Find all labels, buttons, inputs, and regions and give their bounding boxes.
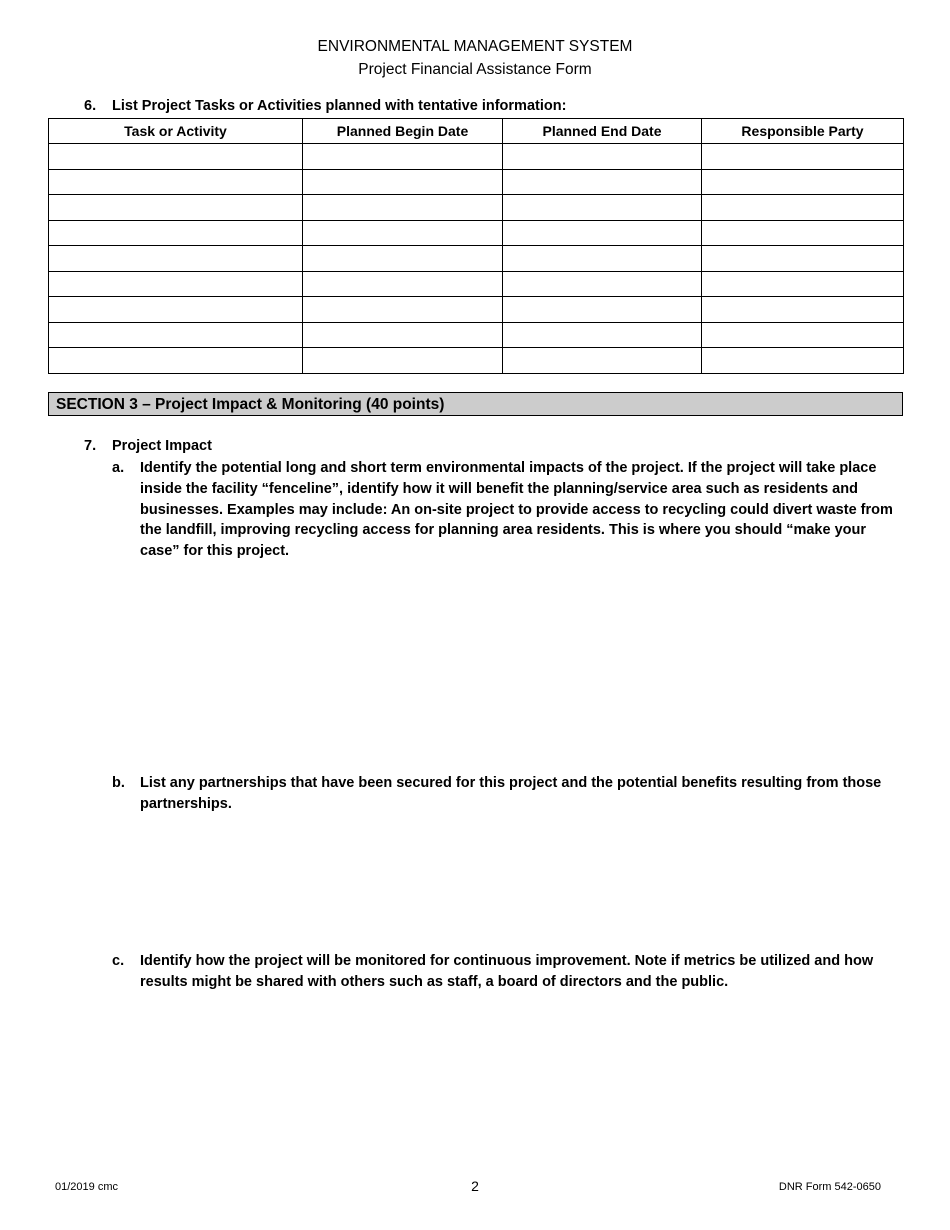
table-row xyxy=(49,169,904,195)
begin-date-cell[interactable] xyxy=(303,297,503,323)
end-date-cell[interactable] xyxy=(503,169,702,195)
table-row xyxy=(49,195,904,221)
column-header-begin-date: Planned Begin Date xyxy=(303,119,503,144)
table-row xyxy=(49,220,904,246)
begin-date-cell[interactable] xyxy=(303,169,503,195)
column-header-end-date: Planned End Date xyxy=(503,119,702,144)
table-row xyxy=(49,271,904,297)
begin-date-cell[interactable] xyxy=(303,322,503,348)
task-cell[interactable] xyxy=(49,169,303,195)
responsible-party-cell[interactable] xyxy=(702,195,904,221)
question-7b-letter: b. xyxy=(112,775,125,791)
end-date-cell[interactable] xyxy=(503,246,702,272)
header-subtitle: Project Financial Assistance Form xyxy=(358,61,592,78)
end-date-cell[interactable] xyxy=(503,195,702,221)
question-6-text: List Project Tasks or Activities planned with tentative information: xyxy=(112,98,567,114)
question-7a xyxy=(112,458,897,562)
header-title: ENVIRONMENTAL MANAGEMENT SYSTEM xyxy=(317,38,633,55)
responsible-party-cell[interactable] xyxy=(702,322,904,348)
question-6 xyxy=(84,98,566,114)
end-date-cell[interactable] xyxy=(503,144,702,170)
table-row xyxy=(49,322,904,348)
table-row xyxy=(49,297,904,323)
begin-date-cell[interactable] xyxy=(303,348,503,374)
task-cell[interactable] xyxy=(49,220,303,246)
task-cell[interactable] xyxy=(49,322,303,348)
task-cell[interactable] xyxy=(49,271,303,297)
question-7-title: Project Impact xyxy=(112,438,212,454)
question-7b xyxy=(112,773,897,815)
end-date-cell[interactable] xyxy=(503,348,702,374)
tasks-table-body xyxy=(49,144,904,374)
end-date-cell[interactable] xyxy=(503,271,702,297)
table-row xyxy=(49,246,904,272)
end-date-cell[interactable] xyxy=(503,322,702,348)
page-header xyxy=(0,35,950,81)
question-6-number: 6. xyxy=(84,98,97,114)
responsible-party-cell[interactable] xyxy=(702,169,904,195)
question-7 xyxy=(84,438,212,454)
responsible-party-cell[interactable] xyxy=(702,246,904,272)
task-cell[interactable] xyxy=(49,195,303,221)
responsible-party-cell[interactable] xyxy=(702,348,904,374)
column-header-responsible-party: Responsible Party xyxy=(702,119,904,144)
question-7a-text: Identify the potential long and short term environmental impacts of the project. If the project will take place inside the facility “fenceline”, identify how it will benefit the planning/service area such as residents and businesses. Examples may include: An on-site project to provide access to recycling could divert waste from the landfill, improving recycling access for planning area residents. This is where you should “make your case” for this project. xyxy=(140,460,893,560)
task-cell[interactable] xyxy=(49,144,303,170)
begin-date-cell[interactable] xyxy=(303,220,503,246)
table-row xyxy=(49,348,904,374)
task-cell[interactable] xyxy=(49,348,303,374)
question-7-number: 7. xyxy=(84,438,97,454)
table-row xyxy=(49,144,904,170)
tasks-table-header xyxy=(49,119,904,144)
responsible-party-cell[interactable] xyxy=(702,220,904,246)
begin-date-cell[interactable] xyxy=(303,246,503,272)
question-7a-letter: a. xyxy=(112,460,125,476)
question-7c-text: Identify how the project will be monitored for continuous improvement. Note if metrics be utilized and how results might be shared with others such as staff, a board of directors and the public. xyxy=(140,953,874,990)
begin-date-cell[interactable] xyxy=(303,144,503,170)
section-3-header: SECTION 3 – Project Impact & Monitoring (40 points) xyxy=(48,392,903,416)
footer-page-number: 2 xyxy=(471,1178,479,1194)
footer-form-number: DNR Form 542-0650 xyxy=(778,1181,881,1193)
footer-revision: 01/2019 cmc xyxy=(55,1181,118,1193)
tasks-table xyxy=(48,118,904,374)
task-cell[interactable] xyxy=(49,297,303,323)
begin-date-cell[interactable] xyxy=(303,195,503,221)
end-date-cell[interactable] xyxy=(503,220,702,246)
question-7b-text: List any partnerships that have been secured for this project and the potential benefits resulting from those partnerships. xyxy=(140,775,882,812)
column-header-task: Task or Activity xyxy=(49,119,303,144)
responsible-party-cell[interactable] xyxy=(702,297,904,323)
question-7c-letter: c. xyxy=(112,953,125,969)
responsible-party-cell[interactable] xyxy=(702,144,904,170)
end-date-cell[interactable] xyxy=(503,297,702,323)
question-7c xyxy=(112,951,897,993)
responsible-party-cell[interactable] xyxy=(702,271,904,297)
task-cell[interactable] xyxy=(49,246,303,272)
begin-date-cell[interactable] xyxy=(303,271,503,297)
